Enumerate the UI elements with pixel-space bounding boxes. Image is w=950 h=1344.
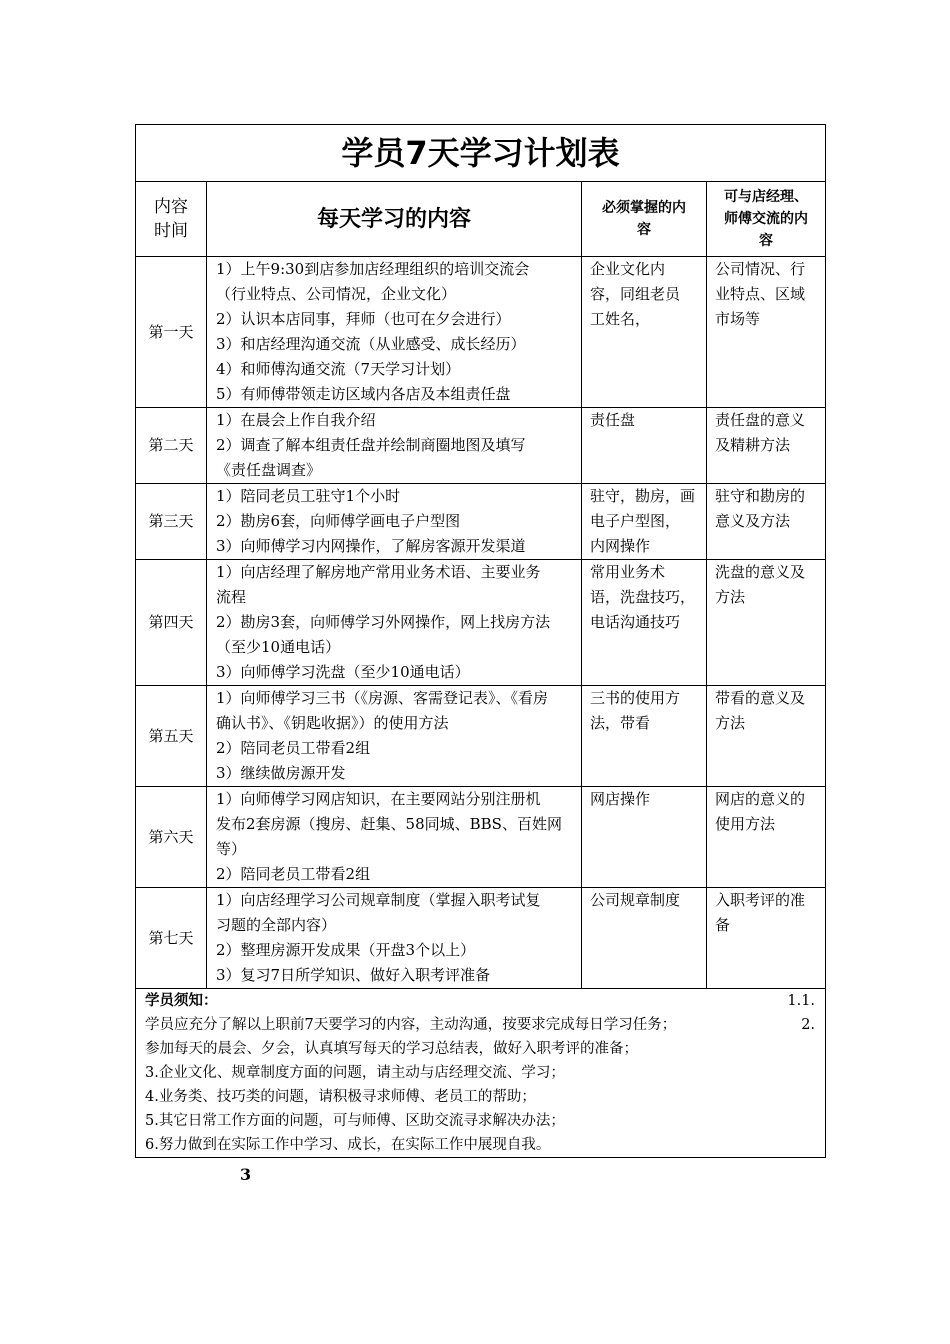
must-master-line: 容，同组老员 [590, 285, 681, 303]
day-content-line: 1）向师傅学习三书（《房源、客需登记表》、《看房 [216, 689, 549, 707]
day-content-line: 2）勘房3套，向师傅学习外网操作，网上找房方法 [216, 613, 551, 631]
day-content-line: 2）勘房6套，向师傅学画电子户型图 [216, 512, 461, 530]
notes-line: 6.努力做到在实际工作中学习、成长，在实际工作中展现自我。 [145, 1137, 551, 1153]
discuss-topics [707, 408, 826, 484]
discuss-topics-line: 公司情况、行 [715, 260, 806, 278]
day-content-line: 2）陪同老员工带看2组 [216, 739, 371, 757]
must-master [582, 408, 707, 484]
day-content [207, 257, 582, 408]
day-content-line: 1）在晨会上作自我介绍 [216, 411, 376, 429]
day-content-line: 1）陪同老员工驻守1个小时 [216, 487, 401, 505]
day-label: 第七天 [136, 888, 207, 989]
discuss-topics [707, 686, 826, 787]
notes-line: 4.业务类、技巧类的问题，请积极寻求师傅、老员工的帮助； [145, 1089, 536, 1105]
discuss-topics-line: 业特点、区域 [715, 285, 806, 303]
day-label: 第四天 [136, 560, 207, 686]
header-time: 内容 时间 [136, 182, 207, 257]
discuss-topics-line: 及精耕方法 [715, 436, 791, 454]
day-content-line: 2）调查了解本组责任盘并绘制商圈地图及填写 [216, 436, 526, 454]
day-content-line: 确认书》、《钥匙收据》）的使用方法 [216, 714, 449, 732]
discuss-topics [707, 484, 826, 560]
day-content-line: 1）上午9:30到店参加店经理组织的培训交流会 [216, 260, 530, 278]
discuss-topics-line: 洗盘的意义及 [715, 563, 806, 581]
discuss-topics-line: 方法 [715, 714, 746, 732]
day-content-line: （至少10通电话） [216, 638, 341, 656]
day-content-line: 1）向店经理学习公司规章制度（掌握入职考试复 [216, 891, 541, 909]
day-label: 第五天 [136, 686, 207, 787]
must-master [582, 257, 707, 408]
day-content-line: 3）和店经理沟通交流（从业感受、成长经历） [216, 335, 526, 353]
day-content-line: 习题的全部内容） [216, 916, 337, 934]
day-content-line: 2）整理房源开发成果（开盘3个以上） [216, 941, 476, 959]
day-content-line: 2）陪同老员工带看2组 [216, 865, 371, 883]
day-row [136, 408, 826, 484]
must-master-line: 内网操作 [590, 537, 651, 555]
must-master-line: 法，带看 [590, 714, 651, 732]
day-content-line: 3）向师傅学习洗盘（至少10通电话） [216, 663, 470, 681]
discuss-topics-line: 带看的意义及 [715, 689, 806, 707]
discuss-topics-line: 责任盘的意义 [715, 411, 806, 429]
study-plan-table [135, 124, 826, 1158]
discuss-topics-line: 网店的意义的 [715, 790, 806, 808]
notes-line: 5.其它日常工作方面的问题，可与师傅、区助交流寻求解决办法； [145, 1113, 565, 1129]
page-number: 3 [240, 1165, 252, 1184]
notes-heading-number: 1.1. [787, 993, 816, 1009]
header-daily-content: 每天学习的内容 [207, 182, 582, 257]
discuss-topics-line: 意义及方法 [715, 512, 791, 530]
must-master-line: 工姓名， [590, 310, 651, 328]
notes-line-1-number: 2. [801, 1017, 816, 1033]
discuss-topics-line: 方法 [715, 588, 746, 606]
must-master [582, 484, 707, 560]
must-master-line: 企业文化内 [590, 260, 666, 278]
day-label: 第六天 [136, 787, 207, 888]
header-must-master: 必须掌握的内 容 [582, 182, 707, 257]
day-content-line: 3）向师傅学习内网操作，了解房客源开发渠道 [216, 537, 526, 555]
day-content-line: 5）有师傅带领走访区域内各店及本组责任盘 [216, 385, 511, 403]
discuss-topics [707, 787, 826, 888]
day-label: 第一天 [136, 257, 207, 408]
day-content [207, 484, 582, 560]
must-master-line: 语，洗盘技巧， [590, 588, 696, 606]
discuss-topics-line: 市场等 [715, 310, 761, 328]
discuss-topics-line: 入职考评的准 [715, 891, 806, 909]
must-master-line: 驻守，勘房，画 [590, 487, 696, 505]
day-label: 第三天 [136, 484, 207, 560]
day-content-line: （行业特点、公司情况，企业文化） [216, 285, 457, 303]
must-master [582, 560, 707, 686]
day-content-line: 3）继续做房源开发 [216, 764, 346, 782]
must-master-line: 网店操作 [590, 790, 651, 808]
notes-heading: 学员须知： [145, 993, 218, 1009]
day-content-line: 3）复习7日所学知识、做好入职考评准备 [216, 966, 491, 984]
must-master-line: 责任盘 [590, 411, 636, 429]
discuss-topics [707, 888, 826, 989]
must-master-line: 常用业务术 [590, 563, 666, 581]
notes-line-1: 学员应充分了解以上职前7天要学习的内容，主动沟通，按要求完成每日学习任务； [145, 1017, 677, 1033]
notes-section [136, 989, 826, 1158]
discuss-topics [707, 560, 826, 686]
must-master [582, 686, 707, 787]
day-content-line: 2）认识本店同事，拜师（也可在夕会进行） [216, 310, 511, 328]
day-content [207, 686, 582, 787]
day-row [136, 560, 826, 686]
day-content-line: 1）向店经理了解房地产常用业务术语、主要业务 [216, 563, 541, 581]
header-discuss: 可与店经理、 师傅交流的内 容 [707, 182, 826, 257]
must-master-line: 电子户型图， [590, 512, 681, 530]
must-master-line: 公司规章制度 [590, 891, 681, 909]
must-master [582, 787, 707, 888]
header-row [136, 182, 826, 257]
discuss-topics-line: 使用方法 [715, 815, 776, 833]
must-master-line: 电话沟通技巧 [590, 613, 681, 631]
table-title: 学员7天学习计划表 [136, 125, 826, 182]
notes-line: 3.企业文化、规章制度方面的问题，请主动与店经理交流、学习； [145, 1065, 565, 1081]
day-content-line: 流程 [216, 588, 247, 606]
day-content [207, 408, 582, 484]
day-content-line: 《责任盘调查》 [216, 461, 322, 479]
must-master-line: 三书的使用方 [590, 689, 681, 707]
day-row [136, 686, 826, 787]
day-content-line: 4）和师傅沟通交流（7天学习计划） [216, 360, 461, 378]
discuss-topics-line: 备 [715, 916, 731, 934]
must-master [582, 888, 707, 989]
discuss-topics-line: 驻守和勘房的 [715, 487, 806, 505]
day-content [207, 560, 582, 686]
day-label: 第二天 [136, 408, 207, 484]
day-content-line: 等） [216, 840, 247, 858]
day-content [207, 888, 582, 989]
day-content [207, 787, 582, 888]
day-row [136, 484, 826, 560]
day-row [136, 888, 826, 989]
day-content-line: 发布2套房源（搜房、赶集、58同城、BBS、百姓网 [216, 815, 562, 833]
day-row [136, 787, 826, 888]
day-row [136, 257, 826, 408]
discuss-topics [707, 257, 826, 408]
notes-line: 参加每天的晨会、夕会，认真填写每天的学习总结表，做好入职考评的准备； [145, 1041, 638, 1057]
day-content-line: 1）向师傅学习网店知识，在主要网站分别注册机 [216, 790, 541, 808]
